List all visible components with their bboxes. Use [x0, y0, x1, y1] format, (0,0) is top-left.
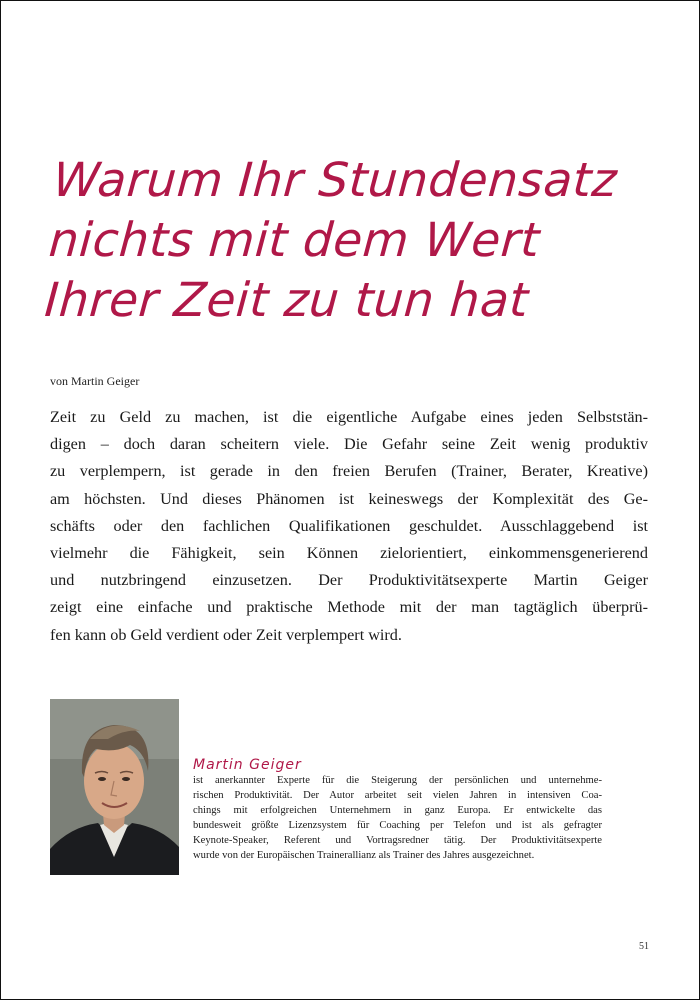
bio-line: rischen Produktivität. Der Autor arbeitet seit vielen Jahren in intensiven Coa-: [193, 789, 602, 801]
title-line: Warum Ihr Stundensatz: [51, 153, 619, 208]
author-photo: [50, 699, 179, 875]
title-line: Ihrer Zeit zu tun hat: [42, 273, 531, 328]
intro-line: am höchsten. Und dieses Phänomen ist keineswegs der Komplexität des Ge-: [50, 489, 648, 508]
intro-line: digen – doch daran scheitern viele. Die Gefahr seine Zeit wenig produktiv: [50, 435, 648, 454]
intro-paragraph: [50, 404, 648, 649]
intro-line: fen kann ob Geld verdient oder Zeit verplempert wird.: [50, 625, 402, 644]
intro-line: zu verplempern, ist gerade in den freien Berufen (Trainer, Berater, Kreative): [50, 462, 648, 481]
bio-line: bundesweit größte Lizenzsystem für Coaching per Telefon und ist als gefragter: [193, 819, 602, 831]
intro-line: zeigt eine einfache und praktische Methode mit der man tagtäglich überprü-: [50, 598, 648, 617]
author-bio: [193, 774, 602, 863]
bio-line: wurde von der Europäischen Trainerallianz als Trainer des Jahres ausgezeichnet.: [193, 849, 535, 861]
author-name: Martin Geiger: [193, 757, 302, 773]
bio-line: ist anerkannter Experte für die Steigerung der persönlichen und unternehme-: [193, 775, 602, 786]
intro-line: Zeit zu Geld zu machen, ist die eigentliche Aufgabe eines jeden Selbststän-: [50, 408, 648, 426]
title-line: nichts mit dem Wert: [47, 213, 542, 268]
page-number: 51: [639, 941, 649, 952]
article-title: [43, 151, 676, 331]
author-portrait-icon: [50, 699, 179, 875]
intro-line: vielmehr die Fähigkeit, sein Können zielorientiert, einkommensgenerierend: [50, 544, 648, 563]
bio-line: chings mit erfolgreichen Unternehmern in ganz Europa. Er entwickelte das: [193, 804, 602, 816]
intro-line: und nutzbringend einzusetzen. Der Produktivitätsexperte Martin Geiger: [50, 571, 648, 590]
byline: von Martin Geiger: [50, 374, 140, 388]
bio-line: Keynote-Speaker, Referent und Vortragsredner tätig. Der Produktivitätsexperte: [193, 834, 602, 846]
intro-line: schäfts oder den fachlichen Qualifikationen geschuldet. Ausschlaggebend ist: [50, 516, 648, 535]
